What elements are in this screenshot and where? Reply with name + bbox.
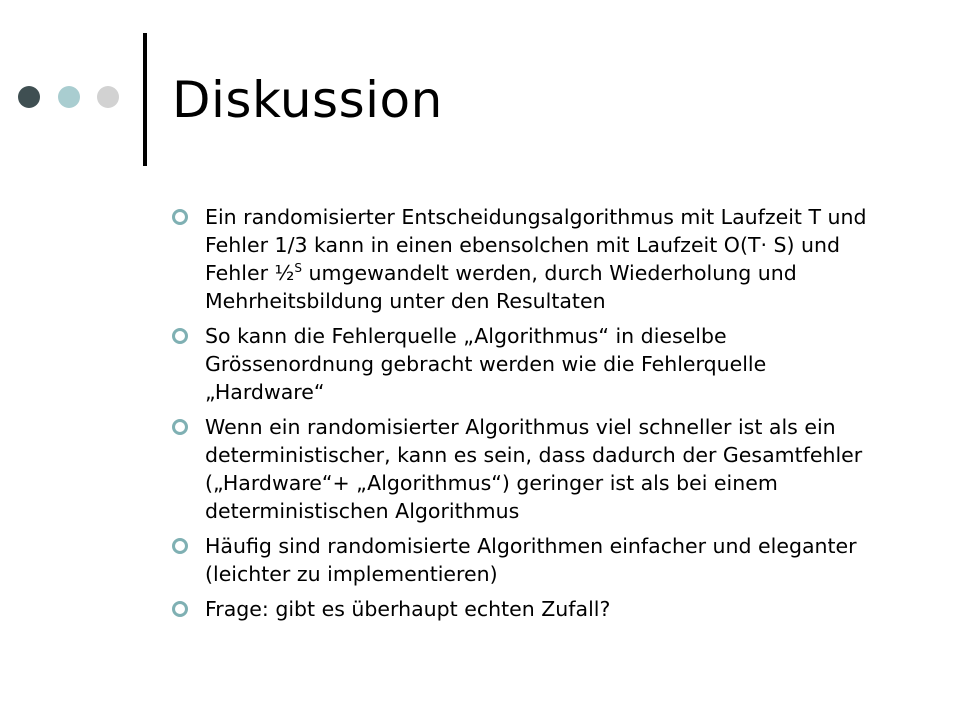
bullet-text-part2: umgewandelt werden, durch Wiederholung und Mehrheitsbildung unter den Resultaten — [205, 261, 797, 313]
bullet-text: Frage: gibt es überhaupt echten Zufall? — [205, 597, 611, 621]
bullet-item — [171, 595, 891, 623]
bullet-item — [171, 413, 891, 525]
bullet-item — [171, 322, 891, 406]
bullet-text: So kann die Fehlerquelle „Algorithmus“ in dieselbe Grössenordnung gebracht werden wie die Fehlerquelle „Hardware“ — [205, 324, 767, 404]
bullet-icon — [171, 418, 189, 436]
bullet-text: Häufig sind randomisierte Algorithmen einfacher und eleganter (leichter zu implementieren) — [205, 534, 857, 586]
bullet-text-part1: Ein randomisierter Entscheidungsalgorithmus mit Laufzeit T und Fehler 1/3 kann in einen ebensolchen mit Laufzeit O(T· S) und Fehler ½ — [205, 205, 867, 285]
bullet-item — [171, 203, 891, 315]
bullet-icon — [171, 327, 189, 345]
bullet-icon — [171, 208, 189, 226]
bullet-item — [171, 532, 891, 588]
slide-title: Diskussion — [172, 71, 443, 129]
decorative-dot-gray — [97, 86, 119, 108]
bullet-icon — [171, 537, 189, 555]
decorative-dot-teal — [58, 86, 80, 108]
title-divider-line — [143, 33, 147, 166]
decorative-dot-dark — [18, 86, 40, 108]
bullet-text: Wenn ein randomisierter Algorithmus viel schneller ist als ein deterministischer, kann es sein, dass dadurch der Gesamtfehler („Hardware“+ „Algorithmus“) geringer ist als bei einem deterministischen Algorithmus — [205, 415, 863, 523]
bullet-icon — [171, 600, 189, 618]
bullet-superscript: S — [294, 261, 303, 276]
bullet-list — [171, 203, 891, 630]
